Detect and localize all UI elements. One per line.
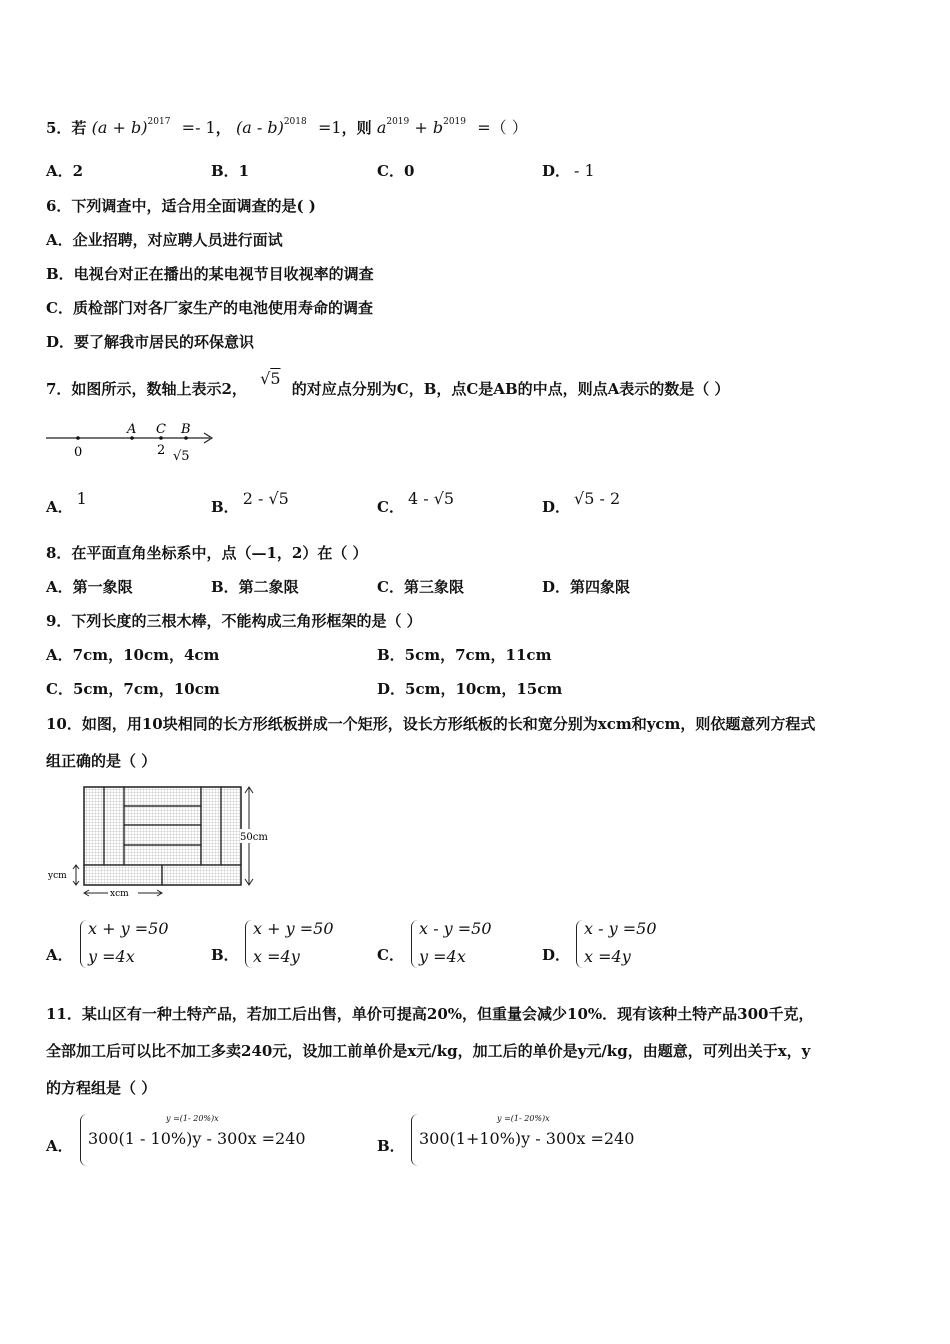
q5-expr3-bexp: 2019 (443, 117, 466, 127)
brace-icon (411, 920, 418, 968)
q11-option-b-label: B． (377, 1137, 405, 1155)
q10-option-a-label: A． (46, 946, 73, 964)
q7-option-b-label: B． (211, 498, 239, 516)
q7-option-d-math: √5 - 2 (574, 489, 621, 508)
q11-option-b-system (409, 1112, 659, 1168)
label-b: B (181, 422, 191, 437)
q5-sep: ， (215, 119, 231, 137)
q8-option-a: A．第一象限 (46, 578, 133, 596)
question-11: 11．某山区有一种土特产品，若加工后出售，单价可提高20%，但重量会减少10%．现有该种土特产品300千克， (46, 1005, 814, 1023)
system-eq-1: x + y =50 (253, 919, 334, 938)
q6-option-c: C．质检部门对各厂家生产的电池使用寿命的调查 (46, 299, 373, 317)
q5-expr3-a: a (376, 118, 387, 137)
question-5 (46, 112, 528, 138)
q6-option-d: D．要了解我市居民的环保意识 (46, 333, 255, 351)
q5-option-d (542, 161, 595, 181)
q10-option-b-label: B． (211, 946, 239, 964)
q7-sqrt5-radicand: 5 (270, 369, 281, 388)
question-8: 8．在平面直角坐标系中，点（—1，2）在（ ） (46, 544, 368, 562)
q10-option-d-system (574, 918, 684, 970)
question-10: 10．如图，用10块相同的长方形纸板拼成一个矩形，设长方形纸板的长和宽分别为xcm和ycm，则依题意列方程式 (46, 715, 816, 733)
q7-option-d-label: D． (542, 498, 571, 516)
question-11-line-3: 的方程组是（ ） (46, 1079, 157, 1097)
q9-option-d: D．5cm，10cm，15cm (377, 680, 563, 698)
system-eq-1: x - y =50 (584, 919, 657, 938)
q6-option-a: A．企业招聘，对应聘人员进行面试 (46, 231, 283, 249)
q5-option-c: C．0 (377, 162, 415, 180)
y-label: ycm (48, 871, 67, 881)
q5-option-d-math: - 1 (574, 161, 595, 180)
system-eq-1: y =(1- 20%)x (166, 1114, 219, 1123)
q7-option-c (377, 489, 455, 517)
brace-icon (411, 1114, 418, 1166)
q6-option-b: B．电视台对正在播出的某电视节目收视率的调查 (46, 265, 374, 283)
q5-expr1-rhs: =- 1 (181, 118, 216, 137)
question-10-line-2: 组正确的是（ ） (46, 752, 157, 770)
brace-icon (245, 920, 252, 968)
system-eq-2: 300(1+10%)y - 300x =240 (419, 1129, 635, 1148)
question-9: 9．下列长度的三根木棒，不能构成三角形框架的是（ ） (46, 612, 422, 630)
question-11-line-2: 全部加工后可以比不加工多卖240元，设加工前单价是x元/kg，加工后的单价是y元/kg，由题意，可列出关于x，y (46, 1042, 811, 1060)
q7-option-b-math: 2 - √5 (242, 489, 289, 508)
q5-expr3-b: + b (409, 118, 444, 137)
question-7 (46, 369, 730, 399)
q7-option-c-label: C． (377, 498, 404, 516)
q7-option-d (542, 489, 621, 517)
q5-option-a: A．2 (46, 162, 84, 180)
q7-stem-b: 的对应点分别为C，B，点C是AB的中点，则点A表示的数是（ ） (291, 380, 730, 398)
q8-option-d: D．第四象限 (542, 578, 631, 596)
system-eq-2: y =4x (88, 947, 135, 966)
x-label: xcm (110, 889, 129, 899)
q5-expr3-aexp: 2019 (386, 117, 410, 127)
system-eq-2: x =4y (253, 947, 300, 966)
q7-sqrt5: √5 (260, 369, 281, 388)
brace-icon (80, 920, 87, 968)
q5-expr1-base: (a + b) (91, 118, 148, 137)
system-eq-1: x + y =50 (88, 919, 169, 938)
system-eq-2: x =4y (584, 947, 631, 966)
tick-sqrt5: √5 (173, 449, 190, 464)
q5-expr2-exp: 2018 (283, 117, 307, 127)
system-eq-1: x - y =50 (419, 919, 492, 938)
system-eq-1: y =(1- 20%)x (497, 1114, 550, 1123)
system-eq-2: 300(1 - 10%)y - 300x =240 (88, 1129, 306, 1148)
question-6: 6．下列调查中，适合用全面调查的是( ) (46, 197, 316, 215)
brace-icon (576, 920, 583, 968)
q7-stem-a: 7．如图所示，数轴上表示2， (46, 380, 247, 398)
brace-icon (80, 1114, 87, 1166)
q5-expr2-rhs: =1 (317, 118, 342, 137)
q10-option-a-system (78, 918, 188, 970)
system-eq-2: y =4x (419, 947, 466, 966)
q10-option-d-label: D． (542, 946, 571, 964)
q9-option-a: A．7cm，10cm，4cm (46, 646, 220, 664)
q5-expr1-exp: 2017 (147, 117, 171, 127)
q10-rectangle-figure (44, 780, 284, 902)
tick-2: 2 (157, 443, 166, 458)
q5-option-d-label: D． (542, 162, 571, 180)
q11-option-a-label: A． (46, 1137, 73, 1155)
q9-option-c: C．5cm，7cm，10cm (46, 680, 220, 698)
tick-0: 0 (74, 445, 83, 460)
q10-option-c-system (409, 918, 519, 970)
label-a: A (127, 422, 137, 437)
q7-option-c-math: 4 - √5 (407, 489, 455, 508)
q8-option-c: C．第三象限 (377, 578, 464, 596)
q7-option-a-label: A． (46, 498, 73, 516)
q5-prefix: 5．若 (46, 119, 87, 137)
q7-option-b (211, 489, 289, 517)
q11-option-a-system (78, 1112, 328, 1168)
height-label: 50cm (240, 832, 268, 843)
q8-option-b: B．第二象限 (211, 578, 299, 596)
q5-then: ，则 (341, 119, 372, 137)
q7-option-a (46, 489, 87, 517)
q5-expr2-base: (a - b) (235, 118, 284, 137)
q7-number-line-figure (40, 418, 220, 466)
q9-option-b: B．5cm，7cm，11cm (377, 646, 552, 664)
label-c: C (156, 422, 166, 437)
q5-tail: =（ ） (477, 118, 528, 137)
q10-option-c-label: C． (377, 946, 404, 964)
q10-option-b-system (243, 918, 353, 970)
q7-option-a-math: 1 (76, 489, 87, 508)
point-0 (76, 436, 80, 440)
q5-option-b: B．1 (211, 162, 250, 180)
